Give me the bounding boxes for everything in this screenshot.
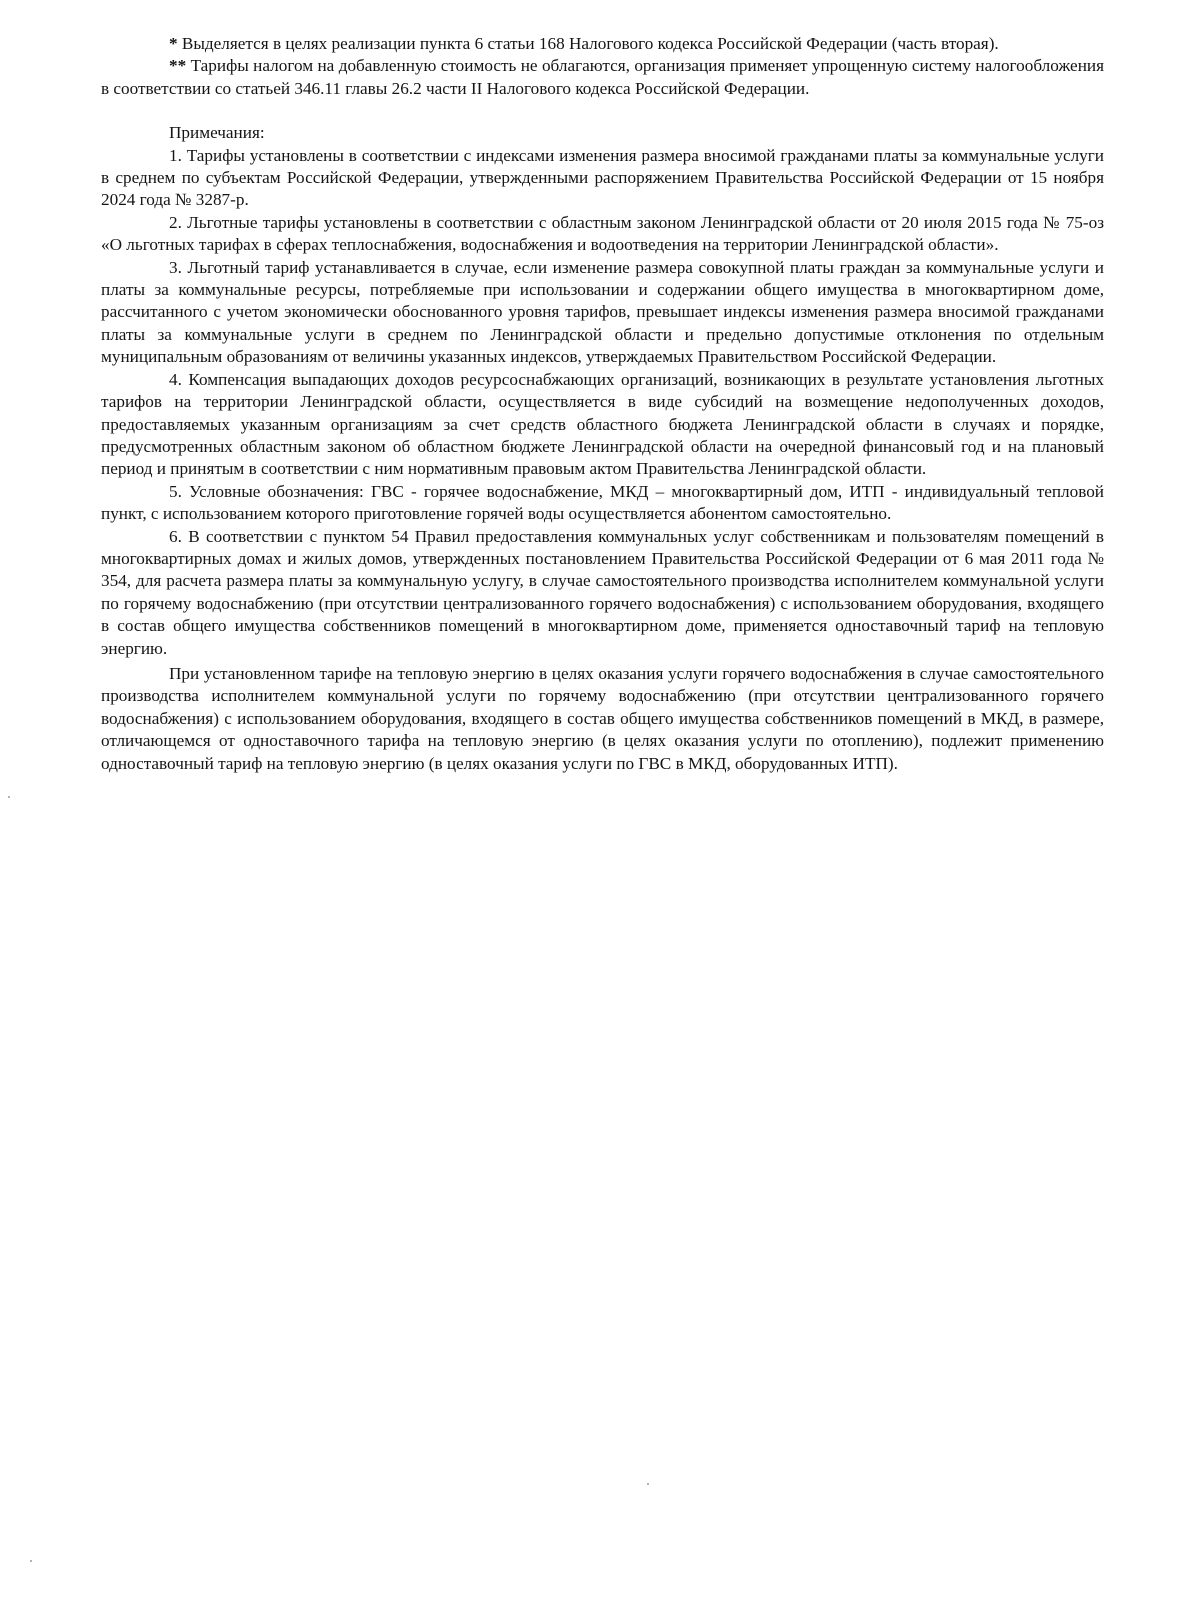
notes-heading: Примечания:: [169, 123, 265, 143]
footnote-2: [101, 55, 1104, 100]
note-3: 3. Льготный тариф устанавливается в случае, если изменение размера совокупной платы граждан за коммунальные услуги и платы за коммунальные ресурсы, потребляемые при использовании и содержании общего имущества в многоквартирном доме, рассчитанного с учетом экономически обоснованного уровня тарифов, превышает индексы изменения размера вносимой гражданами платы за коммунальные услуги в среднем по Ленинградской области и предельно допустимые отклонения по отдельным муниципальным образованиям от величины указанных индексов, утверждаемых Правительством Российской Федерации.: [101, 257, 1104, 367]
footnote-text-1: Выделяется в целях реализации пункта 6 статьи 168 Налогового кодекса Российской Федерации (часть вторая).: [181, 34, 999, 53]
document-body: [101, 33, 1104, 775]
note-4: 4. Компенсация выпадающих доходов ресурсоснабжающих организаций, возникающих в результате установления льготных тарифов на территории Ленинградской области, осуществляется в виде субсидий на возмещение недополученных доходов, предоставляемых указанным организациям за счет средств областного бюджета Ленинградской области в случаях и порядке, предусмотренных областным законом об областном бюджете Ленинградской области на очередной финансовый год и на плановый период и принятым в соответствии с ним нормативным правовым актом Правительства Ленинградской области.: [101, 369, 1104, 479]
footnote-marker-2: **: [169, 56, 187, 76]
scan-speck: [647, 1483, 649, 1485]
scan-speck: [30, 1560, 32, 1562]
note-1: 1. Тарифы установлены в соответствии с индексами изменения размера вносимой гражданами платы за коммунальные услуги в среднем по субъектам Российской Федерации, утвержденными распоряжением Правительства Российской Федерации от 15 ноября 2024 года № 3287-р.: [101, 145, 1104, 210]
note-2: 2. Льготные тарифы установлены в соответствии с областным законом Ленинградской области от 20 июля 2015 года № 75-оз «О льготных тарифах в сферах теплоснабжения, водоснабжения и водоотведения на территории Ленинградской области».: [101, 212, 1104, 255]
footnote-marker-1: *: [169, 34, 178, 53]
note-5: 5. Условные обозначения: ГВС - горячее водоснабжение, МКД – многоквартирный дом, ИТП - индивидуальный тепловой пункт, с использованием которого приготовление горячей воды осуществляется абонентом самостоятельно.: [101, 481, 1104, 524]
scan-speck: [8, 796, 10, 798]
closing-paragraph: При установленном тарифе на тепловую энергию в целях оказания услуги горячего водоснабжения в случае самостоятельного производства исполнителем коммунальной услуги по горячему водоснабжению (при отсутствии централизованного горячего водоснабжения) с использованием оборудования, входящего в состав общего имущества собственников помещений в МКД, в размере, отличающемся от одноставочного тарифа на тепловую энергию (в целях оказания услуги по отоплению), подлежит применению одноставочный тариф на тепловую энергию (в целях оказания услуги по ГВС в МКД, оборудованных ИТП).: [101, 663, 1104, 773]
note-6: 6. В соответствии с пунктом 54 Правил предоставления коммунальных услуг собственникам и пользователям помещений в многоквартирных домах и жилых домов, утвержденных постановлением Правительства Российской Федерации от 6 мая 2011 года № 354, для расчета размера платы за коммунальную услугу, в случае самостоятельного производства исполнителем коммунальной услуги по горячему водоснабжению (при отсутствии централизованного горячего водоснабжения) с использованием оборудования, входящего в состав общего имущества собственников помещений в многоквартирном доме, применяется одноставочный тариф на тепловую энергию.: [101, 526, 1104, 658]
footnote-1: [101, 33, 1104, 55]
footnote-text-2: Тарифы налогом на добавленную стоимость не облагаются, организация применяет упрощенную систему налогообложения в соответствии со статьей 346.11 главы 26.2 части II Налогового кодекса Российской Федерации.: [101, 56, 1104, 98]
